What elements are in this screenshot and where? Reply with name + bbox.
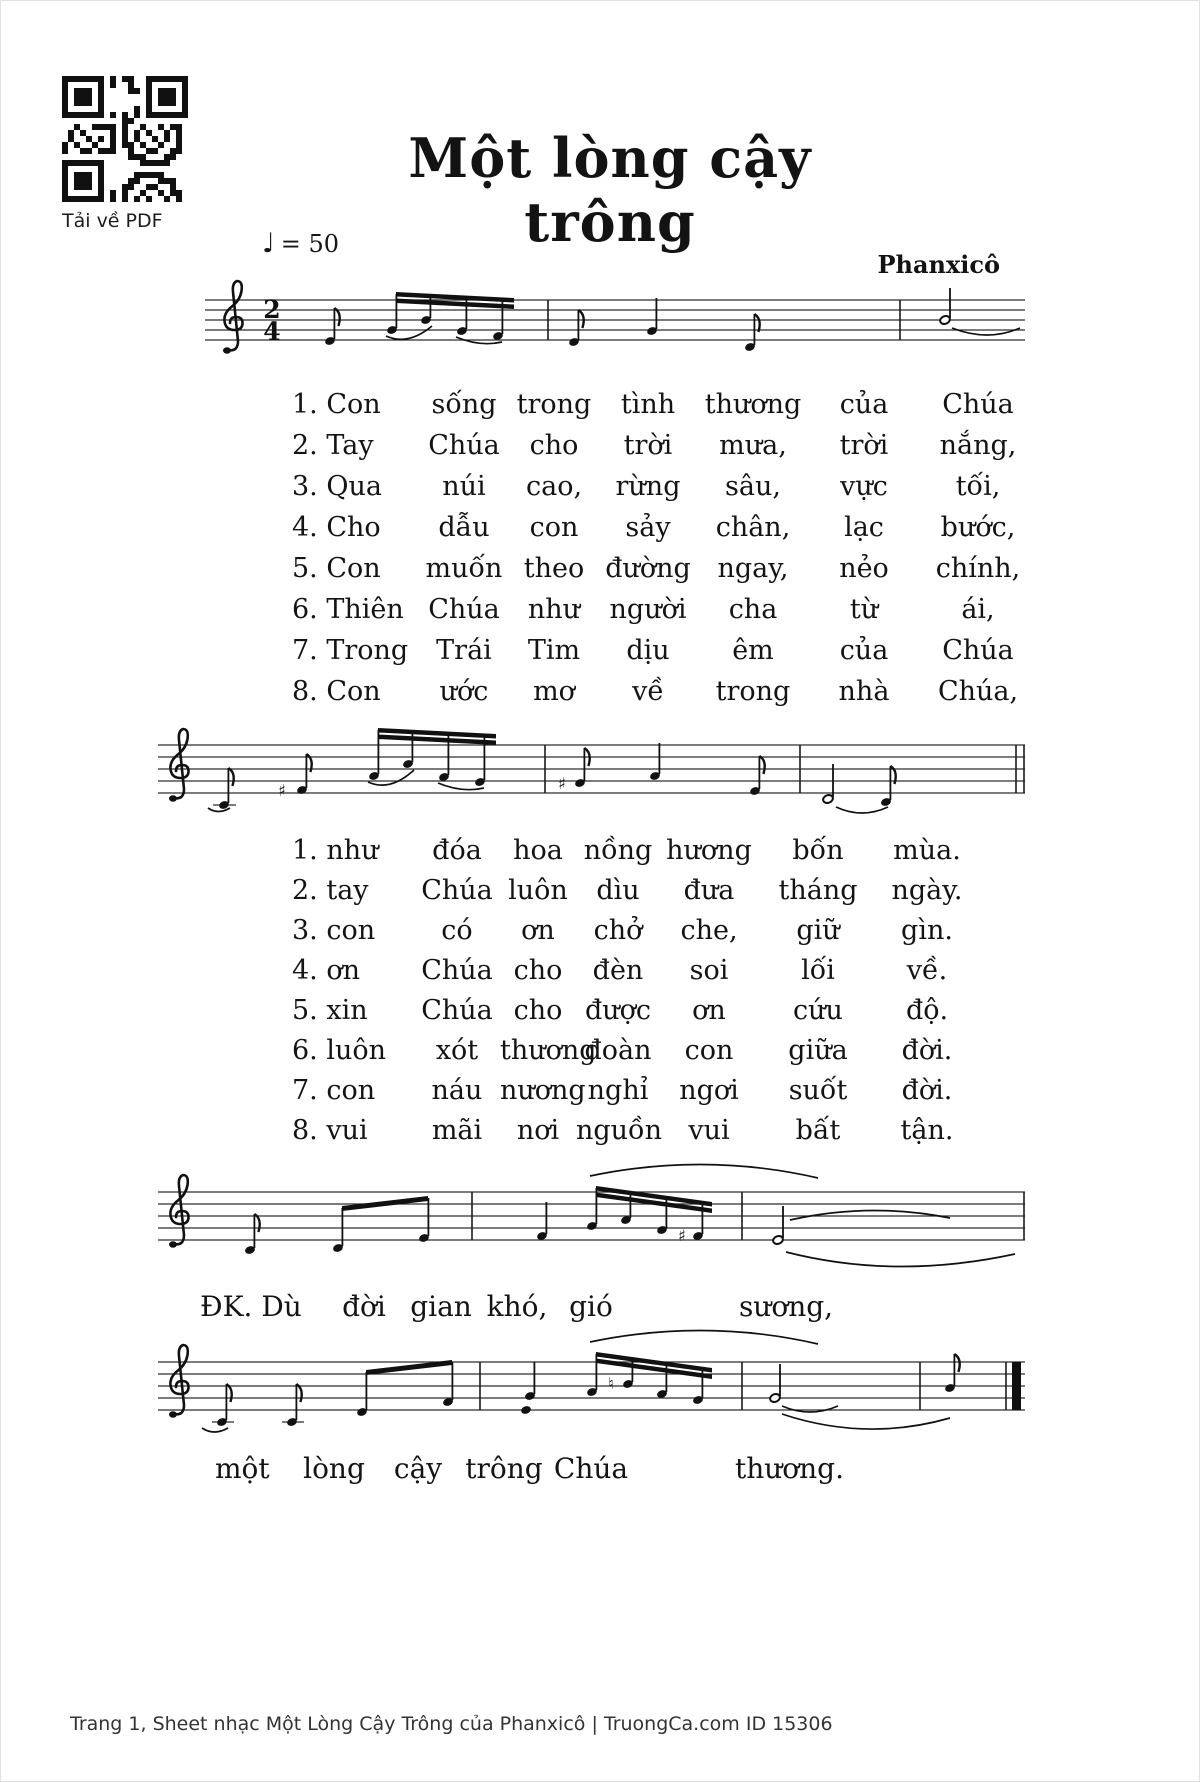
lyric-cell: con <box>684 1034 734 1066</box>
lyric-cell: Chúa <box>421 874 493 906</box>
lyric-cell: đường <box>605 553 691 584</box>
refrain-line-2 <box>215 1450 872 1486</box>
lyric-cell: rừng <box>615 471 681 502</box>
lyric-cell: thương <box>500 1034 597 1066</box>
lyric-cell: cho <box>513 994 563 1026</box>
lyric-cell: Trái <box>436 635 492 666</box>
lyric-row <box>292 1030 976 1070</box>
lyric-cell: sống <box>431 389 497 420</box>
lyric-cell: đoàn <box>584 1034 652 1066</box>
lyric-cell: 4. ơn <box>292 954 360 986</box>
lyric-cell: cậy <box>393 1451 443 1485</box>
lyric-row <box>292 466 1036 507</box>
lyric-cell: giữ <box>796 914 840 946</box>
lyric-cell: tối, <box>955 471 1001 502</box>
lyric-row <box>292 548 1036 589</box>
lyric-cell: mơ <box>533 676 575 707</box>
lyric-cell: nồng <box>583 834 653 866</box>
lyric-cell: chân, <box>715 512 791 543</box>
lyric-cell: 6. Thiên <box>292 594 404 625</box>
lyric-cell: trời <box>623 430 673 461</box>
lyric-cell: suốt <box>788 1074 848 1106</box>
footer-caption: Trang 1, Sheet nhạc Một Lòng Cậy Trông của Phanxicô | TruongCa.com ID 15306 <box>70 1713 833 1735</box>
qr-code[interactable] <box>62 76 188 202</box>
lyric-cell: có <box>441 914 473 946</box>
lyric-row <box>292 1070 976 1110</box>
time-signature-top: 2 <box>263 295 281 324</box>
lyric-row <box>292 425 1036 466</box>
lyric-cell: bốn <box>792 834 844 866</box>
lyric-cell: núi <box>442 471 486 502</box>
lyric-cell: Chúa <box>942 635 1014 666</box>
composer-name: Phanxicô <box>877 250 1000 279</box>
lyric-cell: trời <box>839 430 889 461</box>
lyric-cell: xót <box>435 1034 479 1066</box>
lyric-cell: ơn <box>692 994 726 1026</box>
lyric-cell: độ. <box>905 994 949 1026</box>
lyric-cell: về <box>632 676 664 707</box>
lyric-cell: đèn <box>592 954 644 986</box>
lyric-cell: lối <box>801 954 835 986</box>
lyric-cell: con <box>529 512 579 543</box>
lyric-row <box>292 830 976 870</box>
refrain-line-1 <box>200 1288 875 1324</box>
lyric-cell: Chúa <box>428 594 500 625</box>
qr-download-block <box>62 76 192 233</box>
lyric-cell: nguồn <box>576 1114 662 1146</box>
lyric-cell: 5. Con <box>292 553 381 584</box>
lyric-cell: của <box>839 635 889 666</box>
lyric-cell: che, <box>680 914 738 946</box>
lyric-cell: dìu <box>596 874 640 906</box>
lyric-cell: luôn <box>508 874 568 906</box>
lyric-cell: gian <box>410 1289 472 1323</box>
lyric-row <box>292 870 976 910</box>
lyric-cell: ngày. <box>891 874 963 906</box>
lyric-cell: thương <box>704 389 802 420</box>
lyric-cell: của <box>839 389 889 420</box>
lyric-cell: chở <box>593 914 643 946</box>
svg-text:♯: ♯ <box>278 781 286 800</box>
tempo-value: = 50 <box>280 230 340 258</box>
lyric-cell: khó, <box>486 1289 548 1323</box>
lyric-cell: 7. con <box>292 1074 376 1106</box>
lyric-cell: hương <box>666 834 752 866</box>
lyric-cell: Chúa <box>428 430 500 461</box>
lyric-cell: Chúa <box>553 1451 629 1485</box>
lyric-cell: ơn <box>521 914 555 946</box>
lyric-cell: gió <box>569 1289 613 1323</box>
download-pdf-link[interactable]: Tải về PDF <box>62 210 163 232</box>
lyric-cell: nơi <box>516 1114 560 1146</box>
lyric-cell: tháng <box>778 874 858 906</box>
lyric-cell: Chúa <box>421 954 493 986</box>
lyric-cell: dẫu <box>438 512 490 543</box>
lyric-row <box>292 589 1036 630</box>
lyric-cell: sương, <box>738 1289 834 1323</box>
quarter-note-icon: ♩ <box>262 228 275 259</box>
lyric-row <box>292 630 1036 671</box>
lyric-cell: sâu, <box>725 471 781 502</box>
lyric-cell: 1. như <box>292 834 379 866</box>
lyric-cell: mùa. <box>893 834 961 866</box>
lyric-row <box>292 507 1036 548</box>
lyric-cell: chính, <box>935 553 1021 584</box>
svg-text:♮: ♮ <box>608 1374 614 1393</box>
lyric-cell: cho <box>513 954 563 986</box>
lyric-cell: ước <box>439 676 489 707</box>
lyric-cell: ĐK. Dù <box>200 1289 302 1323</box>
lyric-cell: trong <box>516 389 592 420</box>
lyric-cell: dịu <box>626 635 670 666</box>
lyric-cell: bất <box>795 1114 841 1146</box>
lyric-cell: hoa <box>513 834 563 866</box>
lyric-cell: đời <box>342 1289 386 1323</box>
lyric-row <box>292 910 976 950</box>
lyric-cell: ngay, <box>717 553 789 584</box>
lyric-cell: 7. Trong <box>292 635 409 666</box>
lyric-cell: như <box>527 594 581 625</box>
lyric-cell: trông <box>465 1451 543 1485</box>
lyric-cell: 2. Tay <box>292 430 374 461</box>
lyric-cell: cao, <box>525 471 583 502</box>
lyric-cell: náu <box>431 1074 483 1106</box>
lyric-cell: Tim <box>527 635 581 666</box>
lyric-cell: muốn <box>425 553 503 584</box>
lyric-cell: lạc <box>844 512 884 543</box>
lyric-cell: 6. luôn <box>292 1034 387 1066</box>
lyric-cell: cứu <box>793 994 843 1026</box>
lyric-cell: 1. Con <box>292 389 381 420</box>
lyric-row <box>292 671 1036 712</box>
lyric-cell: đời. <box>901 1074 953 1106</box>
lyric-cell: đưa <box>683 874 735 906</box>
lyric-cell: 5. xin <box>292 994 368 1026</box>
lyric-cell: đời. <box>901 1034 953 1066</box>
lyric-cell: một <box>215 1451 270 1485</box>
lyric-cell: tận. <box>900 1114 954 1146</box>
lyric-cell: 2. tay <box>292 874 369 906</box>
lyric-cell: 8. vui <box>292 1114 368 1146</box>
lyric-cell: Chúa <box>421 994 493 1026</box>
lyric-cell: mãi <box>431 1114 483 1146</box>
lyric-cell: trong <box>715 676 791 707</box>
lyric-row <box>292 1110 976 1150</box>
lyric-cell: ngơi <box>679 1074 739 1106</box>
lyric-cell: nhà <box>838 676 890 707</box>
time-signature-bottom: 4 <box>263 317 281 346</box>
lyric-row <box>215 1450 872 1486</box>
lyric-cell: 3. con <box>292 914 376 946</box>
svg-text:♯: ♯ <box>678 1226 686 1245</box>
lyric-cell: soi <box>689 954 729 986</box>
lyric-cell: mưa, <box>719 430 787 461</box>
lyric-cell: êm <box>732 635 774 666</box>
lyric-cell: giữa <box>788 1034 848 1066</box>
lyric-cell: nương <box>500 1074 586 1106</box>
lyric-cell: nghỉ <box>587 1074 649 1106</box>
lyric-cell: theo <box>523 553 585 584</box>
lyric-cell: gìn. <box>901 914 953 946</box>
staff-3 <box>150 1148 1040 1308</box>
lyric-cell: bước, <box>940 512 1016 543</box>
lyric-cell: được <box>584 994 652 1026</box>
lyric-cell: Chúa <box>942 389 1014 420</box>
lyric-cell: từ <box>849 594 879 625</box>
lyric-cell: ái, <box>961 594 995 625</box>
lyric-cell: về. <box>906 954 948 986</box>
lyric-cell: nắng, <box>939 430 1017 461</box>
lyric-cell: 3. Qua <box>292 471 382 502</box>
lyric-row <box>292 950 976 990</box>
lyric-cell: đóa <box>432 834 482 866</box>
lyric-cell: 4. Cho <box>292 512 381 543</box>
lyric-cell: lòng <box>303 1451 365 1485</box>
lyric-cell: Chúa, <box>937 676 1019 707</box>
lyric-cell: vui <box>688 1114 730 1146</box>
verse-block-1 <box>292 384 1036 712</box>
lyric-row <box>292 384 1036 425</box>
lyric-row <box>292 990 976 1030</box>
lyric-cell: cho <box>529 430 579 461</box>
lyric-cell: vực <box>840 471 888 502</box>
verse-block-2 <box>292 830 976 1150</box>
staff-1 <box>200 228 1030 386</box>
lyric-cell: thương. <box>734 1451 845 1485</box>
svg-text:♯: ♯ <box>558 774 566 793</box>
staff-2 <box>150 700 1040 850</box>
lyric-cell: sảy <box>625 512 671 543</box>
lyric-cell: 8. Con <box>292 676 381 707</box>
lyric-row <box>200 1288 875 1324</box>
lyric-cell: người <box>609 594 687 625</box>
lyric-cell: cha <box>728 594 778 625</box>
lyric-cell: tình <box>620 389 676 420</box>
lyric-cell: nẻo <box>839 553 889 584</box>
page-title: Một lòng cậy trông <box>408 126 812 254</box>
